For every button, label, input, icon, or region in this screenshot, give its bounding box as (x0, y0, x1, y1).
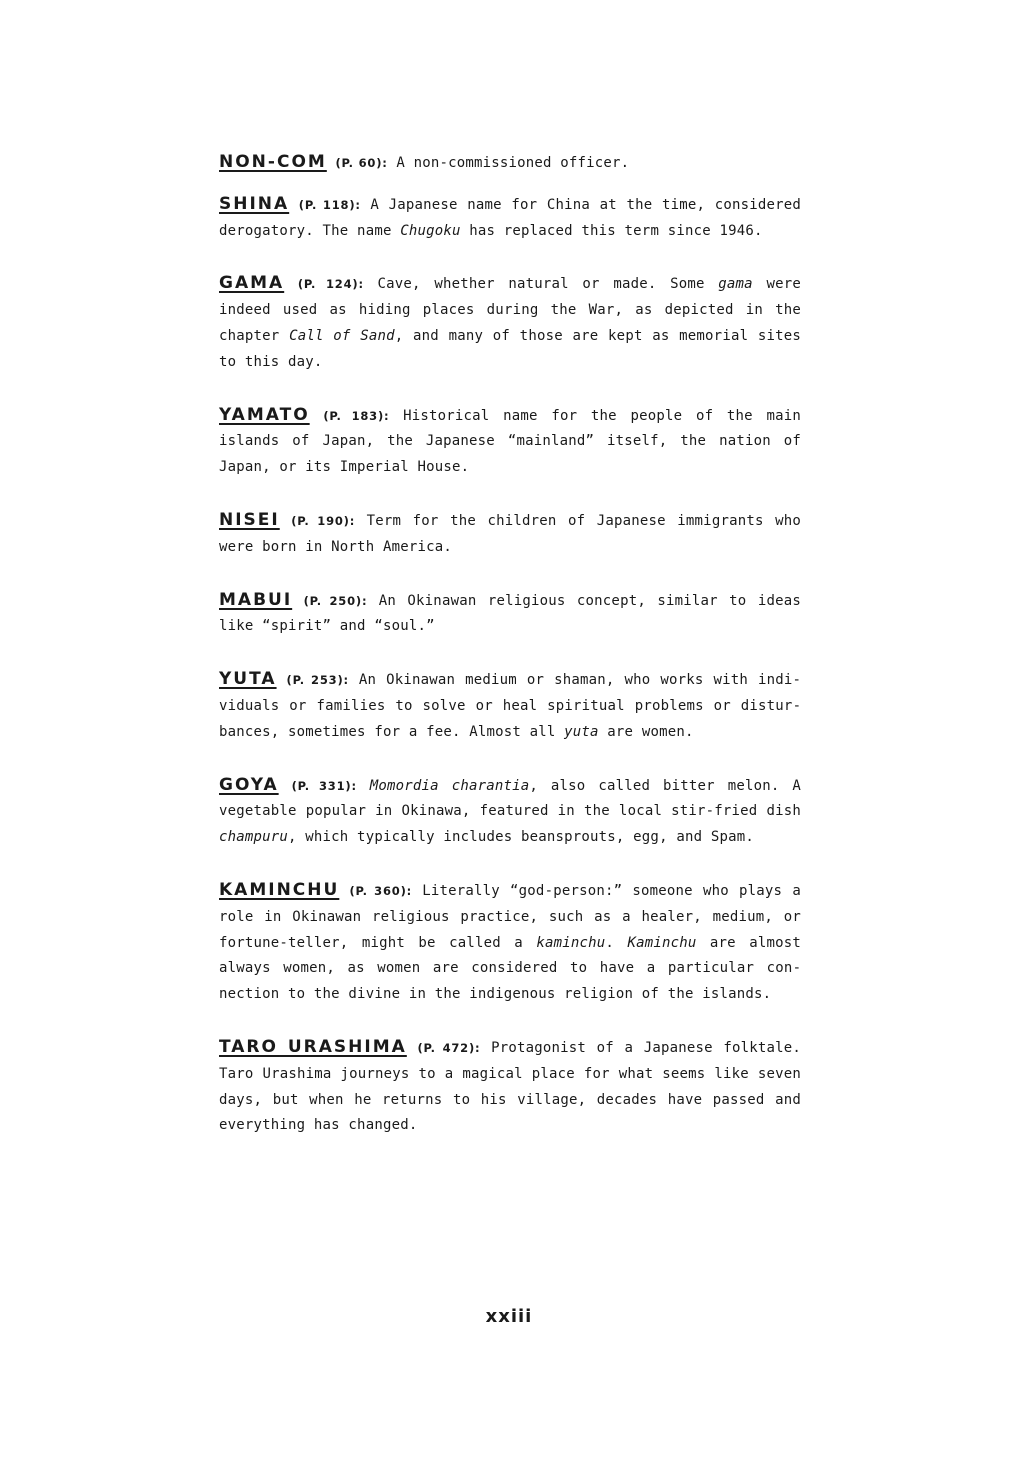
glossary-entry (219, 508, 801, 561)
page-reference: (P. 190): (291, 513, 356, 528)
page-reference: (P. 472): (417, 1040, 481, 1055)
glossary-entry (219, 773, 801, 851)
glossary-entry (219, 403, 801, 481)
definition-text: . (605, 934, 628, 951)
italic-term: kaminchu (536, 934, 606, 951)
glossary-term: YAMATO (219, 404, 310, 425)
glossary-term: SHINA (219, 193, 290, 214)
definition-text: were indeed used as hiding places during the War, as depicted in the chapter (219, 276, 801, 344)
page-reference: (P. 253): (286, 673, 349, 688)
page-reference: (P. 360): (349, 883, 413, 898)
definition-text: , also called bitter melon. A vegetable popular in Okinawa, featured in the local stir-fried dish (219, 777, 802, 820)
italic-term: gama (718, 276, 753, 293)
definition-text: A non-commissioned officer. (396, 155, 630, 171)
glossary-entry (219, 271, 801, 375)
page-reference: (P. 250): (303, 593, 368, 608)
italic-term: Call of Sand (289, 327, 395, 344)
definition-text: , and many of those are kept as memorial sites to this day. (219, 327, 802, 370)
glossary-list (219, 150, 801, 1139)
glossary-definition (219, 883, 801, 1002)
italic-term: champuru (219, 829, 289, 846)
definition-text: A Japanese name for China at the time, considered derogatory. The name (219, 196, 801, 239)
page-reference: (P. 331): (291, 778, 357, 793)
glossary-term: YUTA (219, 669, 277, 690)
definition-text: An Okinawan medium or shaman, who works with individuals or families to solve or heal spiritual problems or disturbances, sometimes for a fee. Almost all (219, 672, 801, 740)
page-reference: (P. 60): (335, 156, 388, 170)
glossary-entry (219, 878, 801, 1008)
glossary-term: TARO URASHIMA (219, 1036, 407, 1057)
italic-term: Kaminchu (627, 934, 697, 951)
glossary-entry (219, 1035, 801, 1139)
definition-text: Historical name for the people of the main islands of Japan, the Japanese “mainland” itself, the nation of Japan, or its Imperial House. (219, 407, 801, 476)
page-reference: (P. 183): (323, 408, 390, 423)
glossary-term: GAMA (219, 273, 285, 294)
glossary-entry (219, 588, 801, 641)
definition-text: are almost always women, as women are considered to have a particular connection to the divine in the indigenous religion of the islands. (219, 934, 801, 1003)
glossary-entry (219, 150, 801, 177)
definition-text: , which typically includes beansprouts, egg, and Spam. (288, 829, 754, 846)
glossary-entry (219, 192, 801, 245)
definition-text: are women. (598, 723, 694, 740)
glossary-definition (396, 155, 629, 171)
definition-text: Cave, whether natural or made. Some (377, 276, 719, 293)
glossary-term: GOYA (219, 774, 279, 795)
italic-term: Chugoku (400, 222, 461, 239)
glossary-term: NISEI (219, 509, 280, 530)
glossary-term: KAMINCHU (219, 879, 340, 900)
italic-term: yuta (564, 723, 599, 740)
definition-text: Literally “god-person:” someone who plays a role in Okinawan religious practice, such as a healer, medium, or fortune-teller, might be called a (219, 882, 801, 951)
glossary-term: NON-COM (219, 152, 327, 172)
definition-text: has replaced this term since 1946. (460, 222, 763, 239)
page-reference: (P. 118): (298, 197, 361, 212)
definition-text: Term for the children of Japanese immigrants who were born in North America. (219, 512, 801, 555)
glossary-entry (219, 667, 801, 745)
page-reference: (P. 124): (297, 277, 364, 292)
italic-term: Momordia charantia (369, 777, 530, 794)
page-number: xxiii (485, 1306, 533, 1327)
definition-text: An Okinawan religious concept, similar to ideas like “spirit” and “soul.” (219, 592, 801, 635)
definition-text: Protagonist of a Japanese folktale. Taro Urashima journeys to a magical place for what seems like seven days, but when he returns to his village, decades have passed and everything has changed. (219, 1039, 801, 1134)
glossary-term: MABUI (219, 589, 293, 610)
